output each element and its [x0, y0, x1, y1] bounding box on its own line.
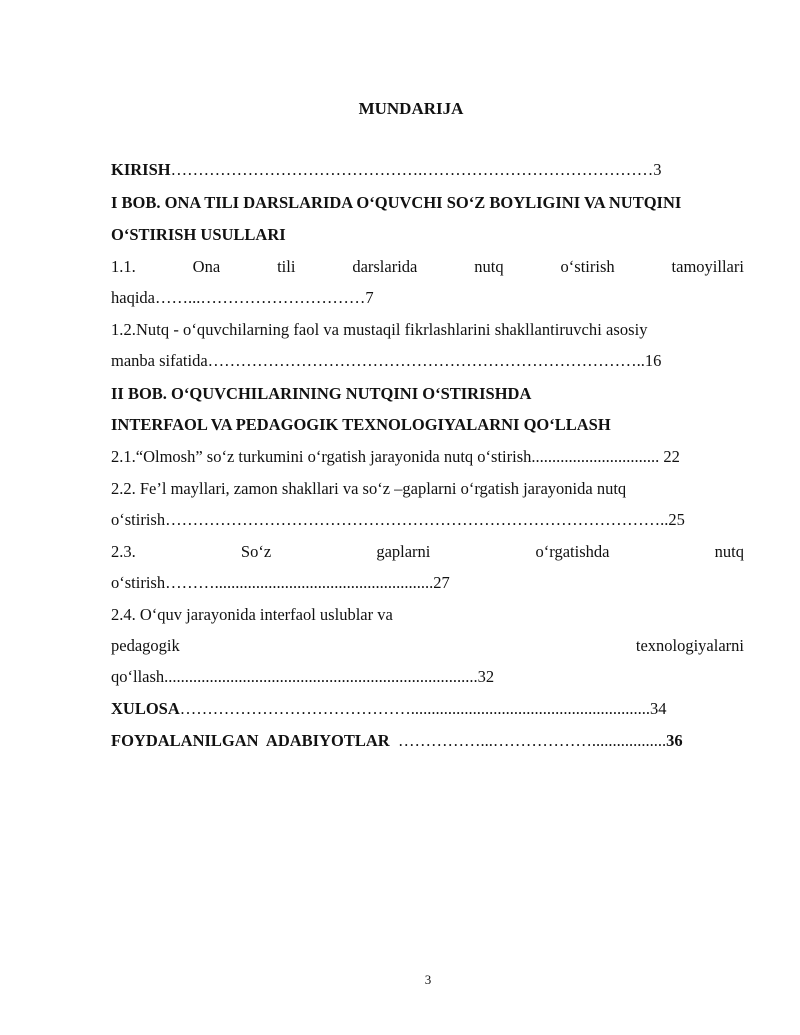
toc-word: o‘stirish — [560, 257, 615, 276]
toc-word: 1.1. — [111, 257, 136, 276]
toc-section-2-4-line-2 — [111, 636, 744, 656]
toc-chapter-2-line-2: INTERFAOL VA PEDAGOGIK TEXNOLOGIYALARNI QO‘LLASH — [111, 415, 611, 434]
toc-section-2-2-line-2: o‘stirish………………………………………………………………………………..25 — [111, 510, 685, 529]
toc-leader-dots: ……………...……………….................. — [389, 731, 667, 750]
toc-section-2-2-line-1: 2.2. Fe’l mayllari, zamon shakllari va so‘z –gaplarni o‘rgatish jarayonida nutq — [111, 479, 627, 498]
toc-section-1-2-line-1: 1.2.Nutq - o‘quvchilarning faol va mustaqil fikrlashlarini shakllantiruvchi asosiy — [111, 320, 648, 339]
toc-section-2-1: 2.1.“Olmosh” so‘z turkumini o‘rgatish jarayonida nutq o‘stirish............................... 22 — [111, 447, 680, 466]
toc-word: tili — [277, 257, 296, 276]
toc-page-number: 3 — [653, 160, 662, 179]
toc-word: So‘z — [240, 542, 272, 561]
toc-section-1-1-line-1 — [111, 257, 744, 277]
toc-word: nutq — [714, 542, 744, 561]
toc-chapter-1-line-2: O‘STIRISH USULLARI — [111, 225, 286, 244]
toc-word: pedagogik — [111, 636, 180, 655]
toc-entry-kirish — [111, 160, 744, 180]
toc-chapter-1-line-1: I BOB. ONA TILI DARSLARIDA O‘QUVCHI SO‘Z BOYLIGINI VA NUTQINI — [111, 193, 682, 212]
toc-entry-label: XULOSA — [111, 699, 180, 718]
page-title: MUNDARIJA — [358, 99, 464, 118]
toc-section-2-3-line-2: o‘stirish……….....................................................27 — [111, 573, 450, 592]
toc-leader-dots: …………………………………….......................................................... — [179, 699, 651, 718]
toc-leader-dots: ……………………………………….…………………………………… — [170, 160, 654, 179]
toc-entry-adabiyotlar — [111, 731, 744, 751]
toc-section-2-4-line-1: 2.4. O‘quv jarayonida interfaol uslublar va — [111, 605, 393, 624]
toc-page-number: 36 — [666, 731, 683, 750]
toc-word: Ona — [192, 257, 221, 276]
toc-section-2-4-line-3: qo‘llash............................................................................32 — [111, 667, 495, 686]
toc-section-2-3-line-1 — [111, 542, 744, 562]
toc-word: gaplarni — [376, 542, 431, 561]
toc-word: texnologiyalarni — [635, 636, 744, 655]
toc-word: o‘rgatishda — [535, 542, 610, 561]
toc-section-1-1-line-2: haqida……...…………………………7 — [111, 288, 374, 307]
toc-entry-xulosa — [111, 699, 744, 719]
toc-word: 2.3. — [111, 542, 136, 561]
toc-word: darslarida — [352, 257, 418, 276]
toc-section-1-2-line-2: manba sifatida……………………………………………………………………..16 — [111, 351, 662, 370]
toc-entry-label: FOYDALANILGAN ADABIYOTLAR — [111, 731, 390, 750]
toc-entry-label: KIRISH — [111, 160, 171, 179]
toc-page-number: 34 — [650, 699, 667, 718]
toc-chapter-2-line-1: II BOB. O‘QUVCHILARINING NUTQINI O‘STIRISHDA — [111, 384, 532, 403]
toc-word: nutq — [474, 257, 504, 276]
page-number: 3 — [424, 972, 432, 987]
toc-word: tamoyillari — [671, 257, 744, 276]
